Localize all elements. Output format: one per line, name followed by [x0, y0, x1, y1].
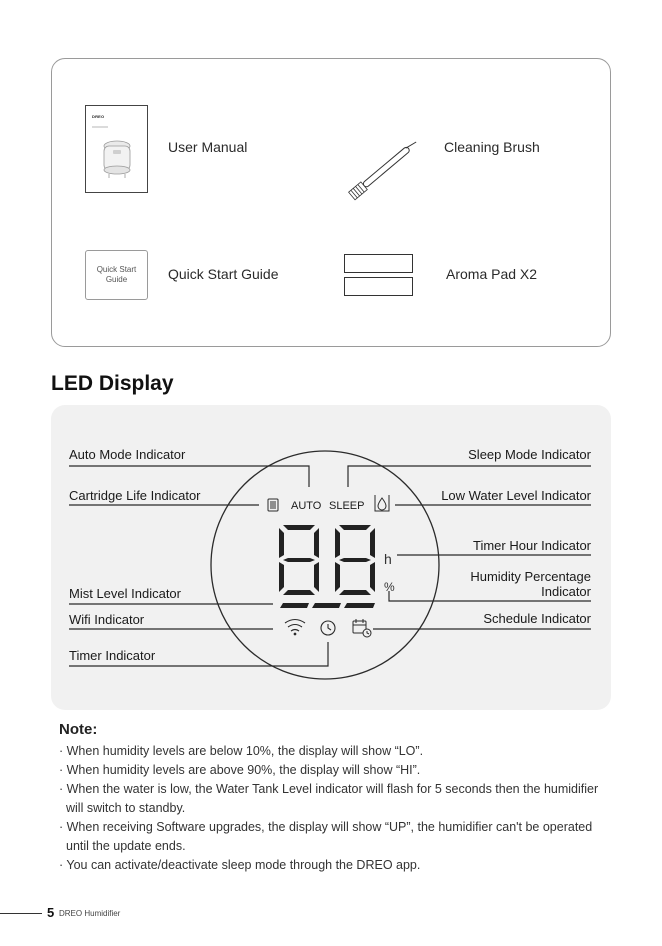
note-item: · When receiving Software upgrades, the display will show “UP”, the humidifier can't be operated until the update ends.: [59, 820, 593, 853]
quick-start-guide-thumbnail: [85, 250, 148, 300]
digit-2: [335, 525, 375, 595]
note-item: · When the water is low, the Water Tank Level indicator will flash for 5 seconds then the humidifier will switch to standby.: [59, 782, 599, 815]
cleaning-brush-label: Cleaning Brush: [444, 139, 540, 155]
quick-start-guide-label: Quick Start Guide: [168, 266, 279, 282]
low-water-icon: [375, 495, 389, 511]
humidity-percentage-label-line-1: Humidity Percentage: [470, 569, 591, 584]
cleaning-brush-icon: [334, 134, 434, 204]
note-heading: Note:: [59, 721, 98, 738]
aroma-pad-icon: [344, 254, 413, 273]
sleep-indicator-text: SLEEP: [329, 500, 365, 512]
cartridge-icon: [268, 499, 278, 511]
timer-hour-indicator-label: Timer Hour Indicator: [473, 538, 591, 553]
schedule-indicator-label: Schedule Indicator: [483, 611, 591, 626]
note-item: · When humidity levels are below 10%, the display will show “LO”.: [59, 744, 424, 758]
hour-unit-text: h: [384, 551, 392, 567]
wifi-icon: [285, 620, 305, 635]
package-contents-box: [51, 58, 611, 347]
timer-indicator-label: Timer Indicator: [69, 648, 156, 663]
seven-segment-digits: [279, 525, 375, 595]
note-item: · You can activate/deactivate sleep mode through the DREO app.: [59, 858, 421, 872]
percent-unit-text: %: [384, 580, 395, 594]
qsg-thumb-line-1: Quick Start: [96, 265, 137, 274]
cartridge-life-indicator-label: Cartridge Life Indicator: [69, 488, 201, 503]
led-display-panel: [51, 405, 611, 710]
user-manual-thumbnail: [85, 105, 148, 193]
auto-mode-indicator-label: Auto Mode Indicator: [69, 447, 186, 462]
led-display-heading: LED Display: [51, 372, 174, 395]
sleep-mode-indicator-label: Sleep Mode Indicator: [468, 447, 591, 462]
auto-indicator-text: AUTO: [291, 500, 322, 512]
footer-rule: [0, 913, 42, 914]
aroma-pad-label: Aroma Pad X2: [446, 266, 538, 282]
sleep-leader-line: [348, 466, 591, 487]
footer-title: DREO Humidifier: [59, 909, 121, 918]
timer-clock-icon: [321, 621, 335, 635]
schedule-icon: [353, 619, 371, 637]
wifi-indicator-label: Wifi Indicator: [69, 612, 145, 627]
user-manual-label: User Manual: [168, 139, 248, 155]
auto-leader-line: [69, 466, 309, 487]
qsg-thumb-line-2: Guide: [105, 275, 128, 284]
humidifier-illustration-icon: [86, 106, 149, 194]
aroma-pad-icon: [344, 277, 413, 296]
manual-brand-logo: DREO: [92, 114, 105, 119]
mist-level-indicator-label: Mist Level Indicator: [69, 586, 181, 601]
low-water-level-indicator-label: Low Water Level Indicator: [441, 488, 591, 503]
humidity-percentage-label-line-2: Indicator: [541, 584, 591, 599]
page-number: 5: [47, 905, 55, 920]
mist-level-bars: [280, 603, 375, 608]
note-list: [59, 742, 599, 875]
note-item: · When humidity levels are above 90%, the display will show “HI”.: [59, 763, 421, 777]
digit-1: [279, 525, 319, 595]
display-circle: [211, 451, 439, 679]
